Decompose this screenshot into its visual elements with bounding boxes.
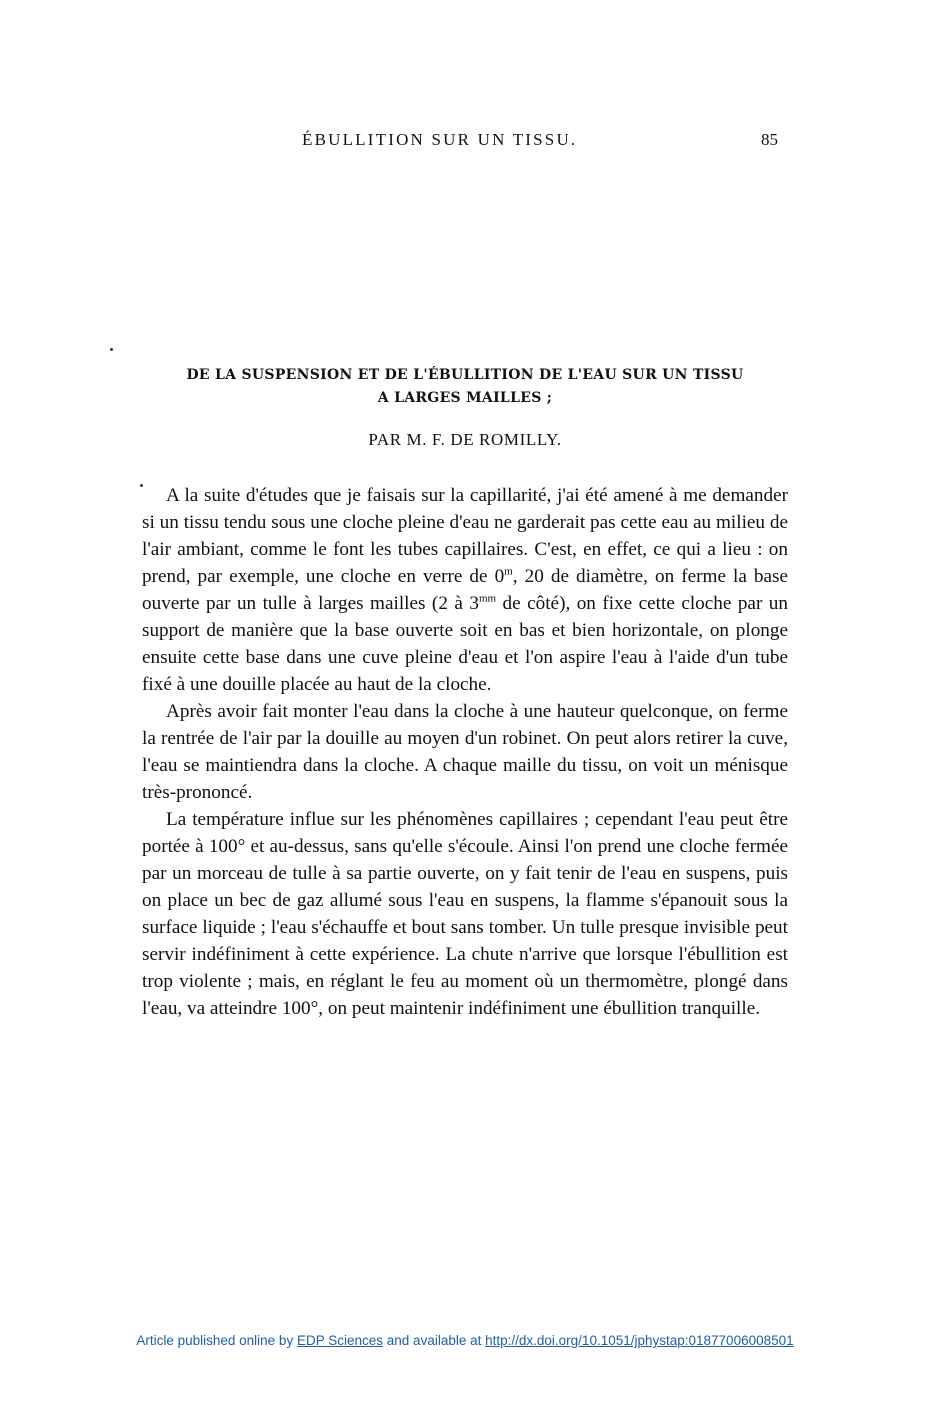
footer-prefix: Article published online by (136, 1333, 294, 1348)
paragraph-3: La température influe sur les phénomènes capillaires ; cependant l'eau peut être portée à 100° et au-dessus, sans qu'elle s'écoule. Ainsi l'on prend une cloche fermée par un morceau de tulle à sa partie ouverte, on y fait tenir de l'eau en suspens, puis on place un bec de gaz allumé sous l'eau en suspens, la flamme s'épanouit sous la surface liquide ; l'eau s'échauffe et bout sans tomber. Un tulle presque invisible peut servir indéfiniment à cette expérience. La chute n'arrive que lorsque l'ébullition est trop violente ; mais, en réglant le feu au moment où un thermomètre, plongé dans l'eau, va atteindre 100°, on peut maintenir indéfiniment une ébullition tranquille. (142, 809, 788, 1019)
author-byline: PAR M. F. DE ROMILLY. (368, 430, 562, 449)
unit-millimeter-superscript: mm (478, 592, 497, 605)
publication-footer (0, 1333, 930, 1348)
publisher-link[interactable]: EDP Sciences (296, 1333, 384, 1348)
running-title: ÉBULLITION SUR UN TISSU. (302, 130, 578, 149)
article-title-line-2: A LARGES MAILLES ; (377, 390, 553, 406)
paragraph-1 (142, 482, 788, 698)
doi-link[interactable]: http://dx.doi.org/10.1051/jphystap:01877006008501 (485, 1333, 794, 1348)
paragraph-2: Après avoir fait monter l'eau dans la cloche à une hauteur quelconque, on ferme la rentrée de l'air par la douille au moyen d'un robinet. On peut alors retirer la cuve, l'eau se maintiendra dans la cloche. A chaque maille du tissu, on voit un ménisque très-prononcé. (142, 701, 788, 803)
article-title (140, 364, 790, 410)
page-number: 85 (761, 130, 778, 149)
scan-speck (110, 348, 113, 351)
footer-middle: and available at (386, 1333, 482, 1348)
paragraph-1-part-c: de côté), on fixe cette cloche par un support de manière que la base ouverte soit en bas et bien horizontale, on plonge ensuite cette base dans une cuve pleine d'eau et l'on aspire l'eau à l'aide d'un tube fixé à une douille placée au haut de la cloche. (142, 593, 788, 695)
article-title-line-1: DE LA SUSPENSION ET DE L'ÉBULLITION DE L'EAU SUR UN TISSU (186, 367, 744, 383)
article-body (142, 482, 788, 1022)
page-header (140, 130, 790, 154)
paragraph-1-part-a: A la suite d'études que je faisais sur la capillarité, j'ai été amené à me demander si un tissu tendu sous une cloche pleine d'eau ne garderait pas cette eau au milieu de l'air ambiant, comme le font les tubes capillaires. C'est, en effet, ce qui a lieu : on prend, par exemple, une cloche en verre de 0 (142, 485, 788, 587)
unit-meter-superscript: m (504, 565, 513, 578)
paragraph-1-part-b: , 20 de diamètre, on ferme la base ouverte par un tulle à larges mailles (2 à 3 (142, 566, 789, 614)
